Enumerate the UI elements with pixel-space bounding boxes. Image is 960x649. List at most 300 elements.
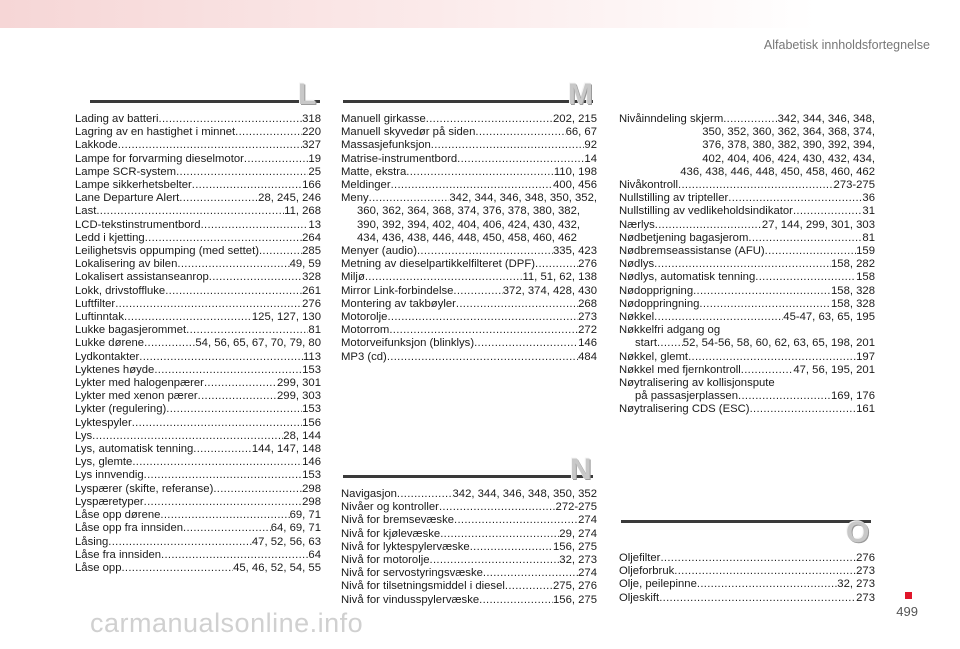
entry-pages: 264	[302, 231, 321, 244]
page-marker	[905, 592, 912, 599]
index-entry	[75, 179, 321, 192]
entry-pages: 342, 344, 346, 348,	[777, 113, 875, 125]
index-entry	[619, 552, 875, 565]
index-entry	[75, 483, 321, 496]
entry-term: Låse fra innsiden	[75, 548, 162, 561]
index-entry	[75, 390, 321, 403]
index-column-n	[341, 488, 597, 607]
index-entry	[75, 245, 321, 258]
entry-term: Nødopprigning	[619, 284, 694, 297]
entry-leader	[440, 528, 559, 541]
index-entry	[341, 271, 597, 284]
entry-term: Ledd i kjetting	[75, 231, 145, 244]
index-entry	[619, 298, 875, 311]
entry-term: Lakkode	[75, 139, 118, 152]
index-entry	[75, 377, 321, 390]
index-entry	[619, 232, 875, 245]
index-entry	[75, 192, 321, 205]
entry-term: Nivå for kjølevæske	[341, 527, 441, 540]
entry-pages: 11, 268	[284, 205, 321, 218]
entry-term: Olje, peilepinne	[619, 578, 697, 591]
entry-pages: 298	[302, 495, 321, 508]
entry-leader	[474, 337, 578, 350]
page-title: Alfabetisk innholdsfortegnelse	[763, 38, 930, 52]
entry-term: på passasjerplassen	[635, 390, 738, 403]
entry-leader	[92, 430, 283, 443]
entry-term: Lokk, drivstoffluke	[75, 284, 166, 297]
index-entry	[75, 509, 321, 522]
entry-pages: 328	[302, 271, 321, 284]
entry-pages: 146	[302, 456, 321, 469]
entry-leader	[186, 324, 308, 337]
index-entry	[341, 258, 597, 271]
entry-leader	[654, 311, 783, 324]
watermark: carmanualsonline.info	[90, 608, 364, 638]
entry-term: Lykter med xenon pærer	[75, 390, 198, 403]
entry-pages: 14	[584, 152, 597, 165]
entry-pages: 272-275	[555, 501, 597, 514]
entry-leader	[165, 285, 302, 298]
index-entry	[75, 126, 321, 139]
entry-pages-continued: 390, 392, 394, 402, 404, 406, 424, 430, 432,	[357, 218, 580, 231]
index-entry	[75, 324, 321, 337]
entry-leader	[470, 541, 553, 554]
entry-term: start	[635, 337, 657, 350]
entry-pages: 45, 46, 52, 54, 55	[233, 561, 321, 574]
entry-pages: 28, 245, 246	[258, 192, 321, 205]
index-entry	[75, 469, 321, 482]
index-entry	[619, 377, 875, 390]
section-letter-l: L	[298, 78, 317, 111]
index-entry	[341, 541, 597, 554]
entry-pages-continued: 436, 438, 446, 448, 450, 458, 460, 462	[680, 165, 875, 178]
index-entry	[75, 443, 321, 456]
entry-leader	[765, 245, 857, 258]
entry-leader	[431, 139, 585, 152]
index-entry	[341, 488, 597, 501]
index-entry	[341, 285, 597, 298]
entry-term: Nivå for tilsetningsmiddel i diesel	[341, 580, 505, 593]
entry-pages: 318	[302, 113, 321, 125]
entry-pages: 144, 147, 148	[251, 443, 321, 456]
index-entry	[341, 179, 597, 192]
entry-leader	[688, 351, 856, 364]
entry-leader	[204, 377, 277, 390]
entry-leader	[161, 549, 308, 562]
index-entry	[75, 364, 321, 377]
entry-leader	[738, 390, 831, 403]
index-entry	[341, 113, 597, 126]
index-entry	[341, 166, 597, 179]
index-entry	[75, 232, 321, 245]
entry-leader	[115, 298, 302, 311]
index-entry	[75, 298, 321, 311]
entry-pages: 64	[308, 548, 321, 561]
entry-pages: 298	[302, 482, 321, 495]
entry-leader	[750, 403, 857, 416]
entry-pages-continued: 360, 362, 364, 368, 374, 376, 378, 380, 382,	[357, 205, 580, 218]
entry-term: Låse opp dørene	[75, 509, 161, 522]
entry-pages: 342, 344, 346, 348, 350, 352,	[449, 192, 597, 205]
entry-leader	[176, 166, 308, 179]
entry-pages: 47, 52, 56, 63	[251, 535, 321, 548]
entry-term: Meldinger	[341, 179, 391, 192]
entry-leader	[235, 126, 302, 139]
entry-term: Nivåer og kontroller	[341, 501, 439, 514]
entry-pages: 153	[302, 363, 321, 376]
entry-pages: 158, 328	[831, 284, 875, 297]
index-column-m	[341, 113, 597, 364]
entry-term: Montering av takbøyler	[341, 297, 456, 310]
entry-pages: 92	[584, 139, 597, 152]
entry-pages: 276	[578, 258, 597, 271]
entry-term: Lukke dørene	[75, 337, 145, 350]
entry-leader	[365, 271, 523, 284]
entry-pages: 49, 59	[289, 258, 321, 271]
entry-pages: 273	[578, 311, 597, 324]
entry-term: Matrise-instrumentbord	[341, 152, 458, 165]
index-entry	[341, 311, 597, 324]
index-entry	[75, 536, 321, 549]
entry-leader	[121, 562, 233, 575]
index-entry	[75, 219, 321, 232]
section-letter-m: M	[568, 78, 593, 111]
entry-pages: 29, 274	[559, 527, 597, 540]
entry-pages: 159	[856, 245, 875, 258]
entry-pages: 158, 328	[831, 297, 875, 310]
index-entry	[619, 219, 875, 232]
entry-leader	[144, 337, 195, 350]
entry-term: Nødlys, automatisk tenning	[619, 271, 756, 284]
entry-leader	[741, 364, 794, 377]
entry-term: Leilighetsvis oppumping (med settet)	[75, 245, 259, 258]
index-entry	[341, 351, 597, 364]
index-entry	[75, 271, 321, 284]
index-entry	[75, 522, 321, 535]
index-entry	[75, 562, 321, 575]
entry-pages: 220	[302, 126, 321, 139]
entry-term: Oljeforbruk	[619, 565, 675, 578]
section-rule-n	[343, 475, 593, 478]
entry-term: Lampe SCR-system	[75, 165, 177, 178]
index-entry	[341, 126, 597, 139]
index-entry	[341, 514, 597, 527]
entry-pages: 158	[856, 271, 875, 284]
index-entry	[619, 403, 875, 416]
entry-leader	[454, 514, 578, 527]
index-entry	[619, 271, 875, 284]
entry-leader	[674, 565, 856, 578]
entry-leader	[483, 567, 578, 580]
entry-term: Låse opp fra innsiden	[75, 522, 184, 535]
entry-term: Nødoppringning	[619, 297, 700, 310]
index-entry	[619, 245, 875, 258]
entry-leader	[397, 488, 453, 501]
entry-pages: 54, 56, 65, 67, 70, 79, 80	[195, 337, 321, 350]
entry-term: Nullstilling av tripteller	[619, 192, 729, 205]
entry-term: Nivå for servostyringsvæske	[341, 567, 483, 580]
page-number: 499	[896, 604, 918, 619]
entry-leader	[144, 496, 302, 509]
index-entry	[75, 403, 321, 416]
entry-pages: 342, 344, 346, 348, 350, 352	[452, 488, 597, 500]
entry-pages: 372, 374, 428, 430	[502, 284, 597, 297]
entry-pages: 156	[302, 416, 321, 429]
entry-term: Nødbremseassistanse (AFU)	[619, 245, 765, 258]
entry-term: Lading av batteri	[75, 113, 159, 125]
entry-pages: 274	[578, 567, 597, 580]
entry-leader	[660, 552, 856, 565]
index-entry	[619, 565, 875, 578]
entry-leader	[244, 153, 309, 166]
entry-leader	[132, 417, 302, 430]
header-band	[0, 0, 960, 28]
index-entry	[75, 205, 321, 218]
entry-term: Lykter med halogenpærer	[75, 377, 204, 390]
entry-leader	[391, 179, 553, 192]
entry-term: Nivå for bremsevæske	[341, 514, 455, 527]
entry-pages: 274	[578, 514, 597, 527]
entry-pages: 275, 276	[553, 580, 597, 593]
index-entry	[75, 139, 321, 152]
index-column-o	[619, 552, 875, 605]
entry-term: Låse opp	[75, 561, 122, 574]
section-rule-l	[90, 100, 320, 103]
entry-leader	[118, 139, 302, 152]
entry-pages: 273	[856, 565, 875, 578]
index-entry	[619, 285, 875, 298]
entry-leader	[96, 205, 284, 218]
entry-pages-continued: 402, 404, 406, 424, 430, 432, 434,	[702, 152, 875, 165]
entry-term: Lokalisert assistanseanrop	[75, 271, 209, 284]
entry-pages-continued: 350, 352, 360, 362, 364, 368, 374,	[702, 126, 875, 139]
entry-pages: 13	[308, 218, 321, 231]
entry-term: Lane Departure Alert	[75, 192, 180, 205]
entry-pages: 272	[578, 324, 597, 337]
entry-term: Luftinntak	[75, 311, 124, 324]
index-entry	[341, 501, 597, 514]
entry-pages: 125, 127, 130	[251, 311, 321, 324]
entry-term: Manuell skyvedør på siden	[341, 126, 476, 139]
entry-leader	[439, 501, 556, 514]
entry-term: Nøytralisering av kollisjonspute	[619, 377, 775, 390]
entry-leader	[387, 311, 578, 324]
entry-leader	[475, 126, 565, 139]
entry-pages: 36	[862, 192, 875, 205]
entry-leader	[160, 509, 289, 522]
entry-term: Metning av dieselpartikkelfilteret (DPF)	[341, 258, 535, 271]
entry-term: Nivå for lyktespylervæske	[341, 540, 470, 553]
entry-leader	[192, 179, 302, 192]
entry-leader	[479, 594, 553, 607]
index-entry	[341, 528, 597, 541]
entry-term: Motorolje	[341, 311, 388, 324]
index-entry	[341, 192, 597, 205]
entry-pages: 19	[308, 152, 321, 165]
entry-pages: 156, 275	[553, 540, 597, 553]
entry-term: Nivåinndeling skjerm	[619, 113, 724, 125]
entry-pages: 27, 144, 299, 301, 303	[761, 218, 875, 231]
entry-pages: 25	[308, 165, 321, 178]
entry-term: Nøkkel	[619, 311, 655, 324]
index-entry	[75, 337, 321, 350]
entry-leader	[728, 192, 862, 205]
entry-term: Navigasjon	[341, 488, 397, 500]
entry-pages: 400, 456	[553, 179, 597, 192]
entry-term: Nødlys	[619, 258, 655, 271]
entry-leader	[177, 258, 289, 271]
entry-pages: 161	[856, 403, 875, 416]
entry-term: Last	[75, 205, 97, 218]
section-letter-o: O	[846, 516, 870, 549]
entry-pages: 110, 198	[553, 165, 597, 178]
entry-term: Nødbetjening bagasjerom	[619, 231, 749, 244]
entry-term: Lyspæretyper	[75, 495, 144, 508]
entry-term: Lys, glemte	[75, 456, 133, 469]
entry-term: Nivå for motorolje	[341, 554, 430, 567]
entry-leader	[213, 483, 302, 496]
entry-term: Nøkkel, glemt	[619, 350, 689, 363]
index-entry	[619, 192, 875, 205]
index-entry	[75, 549, 321, 562]
index-entry	[75, 430, 321, 443]
entry-term: Lydkontakter	[75, 350, 140, 363]
entry-term: Motorrom	[341, 324, 390, 337]
entry-term: Nullstilling av vedlikeholdsindikator	[619, 205, 793, 218]
index-entry	[75, 496, 321, 509]
entry-pages: 31	[862, 205, 875, 218]
index-entry	[75, 456, 321, 469]
entry-term: Meny	[341, 192, 369, 205]
entry-term: Lys innvendig	[75, 469, 144, 482]
entry-leader	[166, 403, 302, 416]
entry-leader	[145, 232, 302, 245]
entry-leader	[209, 271, 302, 284]
entry-pages: 153	[302, 469, 321, 482]
index-column-l	[75, 113, 321, 575]
entry-leader	[453, 285, 502, 298]
index-entry	[341, 594, 597, 607]
entry-pages: 146	[578, 337, 597, 350]
entry-leader	[406, 166, 554, 179]
entry-leader	[793, 205, 862, 218]
entry-pages: 276	[302, 297, 321, 310]
entry-leader	[387, 351, 578, 364]
entry-term: Massasjefunksjon	[341, 139, 431, 152]
entry-term: Oljeskift	[619, 591, 660, 604]
entry-term: Nøytralisering CDS (ESC)	[619, 403, 750, 416]
entry-pages: 273	[856, 591, 875, 604]
entry-leader	[505, 580, 553, 593]
index-entry	[619, 337, 875, 350]
entry-leader	[678, 179, 834, 192]
entry-leader	[430, 554, 560, 567]
index-entry	[341, 567, 597, 580]
index-entry	[619, 113, 875, 126]
entry-term: Nøkkel med fjernkontroll	[619, 363, 741, 376]
entry-term: Lyktenes høyde	[75, 363, 155, 376]
index-entry	[619, 390, 875, 403]
index-entry	[341, 580, 597, 593]
entry-pages: 276	[856, 552, 875, 564]
entry-pages: 28, 144	[283, 429, 321, 442]
index-entry	[75, 258, 321, 271]
entry-pages: 64, 69, 71	[270, 522, 321, 535]
entry-leader	[259, 245, 302, 258]
entry-term: Motorveifunksjon (blinklys)	[341, 337, 475, 350]
entry-pages: 299, 303	[277, 390, 321, 403]
index-entry	[75, 351, 321, 364]
index-entry	[75, 417, 321, 430]
entry-pages: 169, 176	[831, 390, 875, 403]
entry-pages: 327	[302, 139, 321, 152]
entry-leader	[693, 285, 831, 298]
entry-pages: 268	[578, 297, 597, 310]
entry-term: Nivå for vindusspylervæske	[341, 593, 480, 606]
entry-pages: 47, 56, 195, 201	[793, 363, 875, 376]
entry-pages: 484	[578, 350, 597, 363]
entry-leader	[144, 469, 302, 482]
entry-leader	[198, 390, 277, 403]
entry-leader	[456, 298, 578, 311]
entry-leader	[655, 219, 762, 232]
index-entry	[75, 166, 321, 179]
entry-term: Lampe for forvarming dieselmotor	[75, 152, 244, 165]
entry-term: Lyspærer (skifte, referanse)	[75, 482, 214, 495]
entry-pages: 197	[856, 350, 875, 363]
entry-pages: 69, 71	[289, 509, 321, 522]
index-entry	[341, 554, 597, 567]
entry-term: Lagring av en hastighet i minnet	[75, 126, 236, 139]
entry-leader	[154, 364, 302, 377]
entry-leader	[755, 271, 856, 284]
entry-leader	[124, 311, 252, 324]
entry-leader	[201, 219, 309, 232]
entry-term: Lykter (regulering)	[75, 403, 167, 416]
entry-term: MP3 (cd)	[341, 350, 387, 363]
index-entry	[619, 578, 875, 591]
entry-pages: 113	[302, 350, 321, 363]
entry-pages: 156, 275	[553, 593, 597, 606]
index-entry	[75, 153, 321, 166]
section-letter-n: N	[570, 453, 592, 486]
entry-term: Miljø	[341, 271, 365, 284]
entry-term: Lyktespyler	[75, 416, 132, 429]
index-entry	[341, 245, 597, 258]
entry-pages: 153	[302, 403, 321, 416]
index-entry	[619, 592, 875, 605]
entry-leader	[159, 113, 303, 126]
section-rule-o	[621, 520, 871, 523]
entry-leader	[369, 192, 450, 205]
entry-term: Lukke bagasjerommet	[75, 324, 187, 337]
entry-pages: 166	[302, 179, 321, 192]
entry-pages: 32, 273	[559, 554, 597, 567]
entry-pages: 299, 301	[277, 377, 321, 390]
entry-leader	[535, 258, 578, 271]
index-entry	[619, 311, 875, 324]
entry-leader	[183, 522, 271, 535]
entry-term: Luftfilter	[75, 297, 116, 310]
entry-pages: 202, 215	[553, 113, 597, 125]
index-entry	[619, 324, 875, 337]
entry-pages: 335, 423	[553, 245, 597, 258]
entry-term: Matte, ekstra	[341, 165, 407, 178]
entry-term: Lampe sikkerhetsbelter	[75, 179, 192, 192]
entry-term: Lys, automatisk tenning	[75, 443, 194, 456]
entry-term: Nærlys	[619, 218, 655, 231]
entry-pages: 66, 67	[565, 126, 597, 139]
